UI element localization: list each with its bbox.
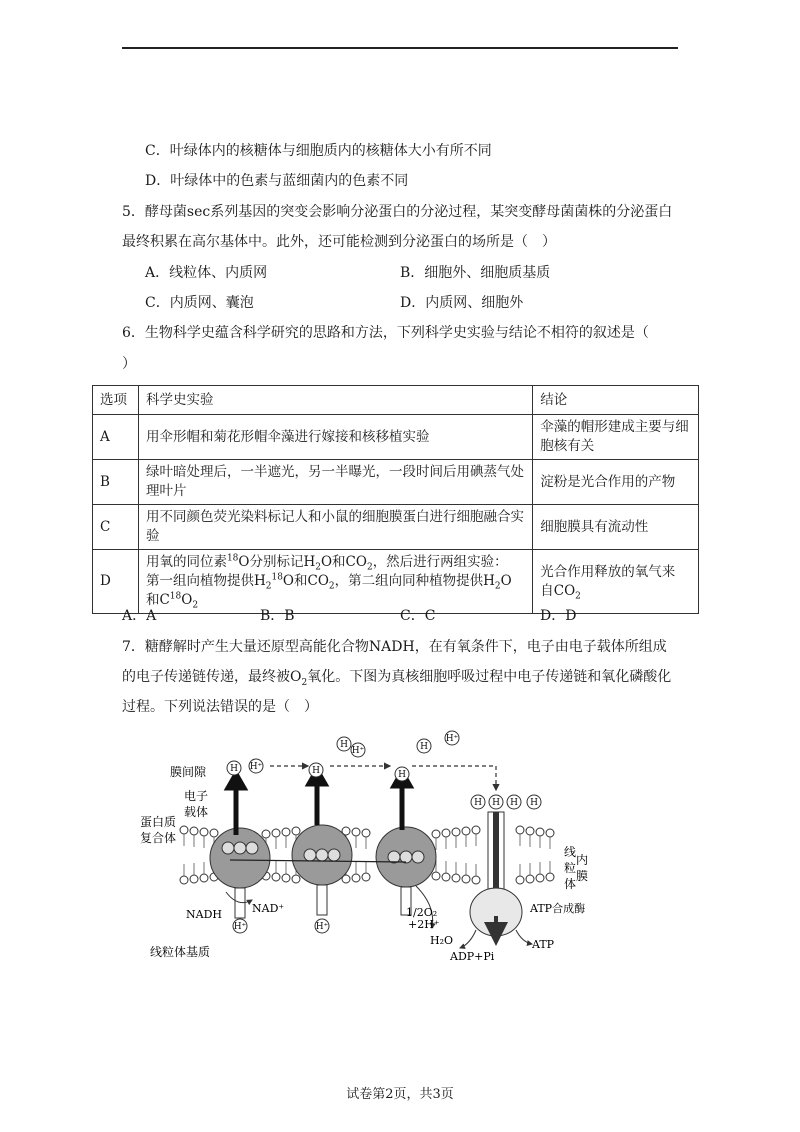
- q6-option-d: D．D: [540, 608, 577, 624]
- label-half-o2: 1/2O₂: [406, 906, 438, 919]
- h-label: H: [530, 798, 538, 808]
- h-label: H: [230, 764, 238, 774]
- hplus-label: H⁺: [249, 762, 263, 772]
- label-2h: +2H⁺: [408, 918, 440, 931]
- row-conclusion: 光合作用释放的氧气来 自$CO_2$: [533, 550, 699, 614]
- row-experiment: 用不同颜色荧光染料标记人和小鼠的细胞膜蛋白进行细胞融合实验: [138, 505, 532, 550]
- label-protein-complex-2: 复合体: [140, 831, 177, 845]
- q7-stem-line3: 过程。下列说法错误的是（ ）: [122, 699, 318, 715]
- q4-option-c: C．叶绿体内的核糖体与细胞质内的核糖体大小有所不同: [145, 143, 492, 159]
- hplus-label: H⁺: [233, 922, 247, 932]
- label-inner-2: 粒: [564, 861, 577, 875]
- q6-option-c: C．C: [400, 608, 436, 624]
- protein-complex-2: [292, 825, 352, 915]
- hplus-label: H⁺: [445, 734, 459, 744]
- h-label: H: [340, 740, 348, 750]
- table-row: [93, 550, 699, 614]
- q5-stem-line1: 5．酵母菌sec系列基因的突变会影响分泌蛋白的分泌过程，某突变酵母菌菌株的分泌蛋白: [122, 204, 673, 220]
- row-experiment: 用氧的同位素$^{18}$O分别标记$H_2O$和$CO_2$，然后进行两组实验： 第一组向植物提供$H_2^{18}O$和$CO_2$，第二组向同种植物提供$H_2O$ 和$C^{18}O_2$: [138, 550, 532, 614]
- row-experiment: 用伞形帽和菊花形帽伞藻进行嫁接和核移植实验: [138, 415, 532, 460]
- q7-stem-line1: 7．糖酵解时产生大量还原型高能化合物NADH，在有氧条件下，电子由电子载体所组成: [122, 639, 667, 655]
- electron-transport-chain-diagram: [140, 730, 620, 970]
- q5-option-a: A．线粒体、内质网: [145, 265, 268, 281]
- hplus-label: H⁺: [351, 746, 365, 756]
- label-membrane-2: 膜: [576, 869, 589, 883]
- table-row: [93, 505, 699, 550]
- label-nad: NAD⁺: [252, 902, 285, 915]
- h-label: H: [510, 798, 518, 808]
- row-conclusion: 细胞膜具有流动性: [533, 505, 699, 550]
- header-option: 选项: [93, 386, 139, 415]
- h-label: H: [474, 798, 482, 808]
- table-row: [93, 415, 699, 460]
- h-label: H: [420, 742, 428, 752]
- q4-option-d: D．叶绿体中的色素与蓝细菌内的色素不同: [145, 173, 409, 189]
- label-atp-synthase: ATP合成酶: [530, 902, 586, 915]
- protein-complex-3: [376, 827, 436, 915]
- page-footer: 试卷第2页，共3页: [346, 1087, 454, 1102]
- label-h2o: H₂O: [430, 934, 454, 947]
- label-inner-3: 体: [564, 877, 577, 891]
- label-nadh: NADH: [186, 908, 222, 921]
- label-protein-complex-1: 蛋白质: [140, 815, 177, 829]
- q6-stem-line1: 6．生物科学史蕴含科学研究的思路和方法，下列科学史实验与结论不相符的叙述是（: [122, 325, 649, 341]
- row-option: A: [93, 415, 139, 460]
- label-electron-carrier-2: 载体: [184, 805, 209, 819]
- table-header-row: [93, 386, 699, 415]
- q6-stem-line2: ）: [122, 356, 136, 372]
- row-option: D: [93, 550, 139, 614]
- header-rule: [122, 47, 678, 49]
- header-experiment: 科学史实验: [138, 386, 532, 415]
- q5-stem-line2: 最终积累在高尔基体中。此外，还可能检测到分泌蛋白的场所是（ ）: [122, 234, 556, 250]
- label-mitochondrial-matrix: 线粒体基质: [150, 945, 211, 959]
- label-inner-1: 线: [564, 845, 577, 859]
- label-membrane-1: 内: [576, 853, 589, 867]
- h-label: H: [492, 798, 500, 808]
- row-experiment: 绿叶暗处理后，一半遮光，另一半曝光，一段时间后用碘蒸气处理叶片: [138, 460, 532, 505]
- row-option: C: [93, 505, 139, 550]
- proton-flow-dashed: [270, 766, 496, 790]
- row-option: B: [93, 460, 139, 505]
- row-conclusion: 伞藻的帽形建成主要与细胞核有关: [533, 415, 699, 460]
- label-intermembrane-space: 膜间隙: [170, 765, 207, 779]
- row-conclusion: 淀粉是光合作用的产物: [533, 460, 699, 505]
- q5-option-b: B．细胞外、细胞质基质: [400, 265, 551, 281]
- q6-option-a: A．A: [122, 608, 157, 624]
- hplus-label: H⁺: [315, 922, 329, 932]
- q6-option-b: B．B: [260, 608, 295, 624]
- header-conclusion: 结论: [533, 386, 699, 415]
- table-row: [93, 460, 699, 505]
- q6-table: [92, 385, 699, 614]
- h-label: H: [398, 770, 406, 780]
- label-atp: ATP: [532, 938, 555, 951]
- q7-stem-line2: 的电子传递链传递，最终被$O_2$氧化。下图为真核细胞呼吸过程中电子传递链和氧化磷酸化: [122, 669, 672, 688]
- q5-option-d: D．内质网、细胞外: [400, 295, 524, 311]
- label-electron-carrier-1: 电子: [184, 789, 209, 803]
- h-label: H: [312, 766, 320, 776]
- label-adp-pi: ADP+Pi: [450, 950, 495, 963]
- q5-option-c: C．内质网、囊泡: [145, 295, 254, 311]
